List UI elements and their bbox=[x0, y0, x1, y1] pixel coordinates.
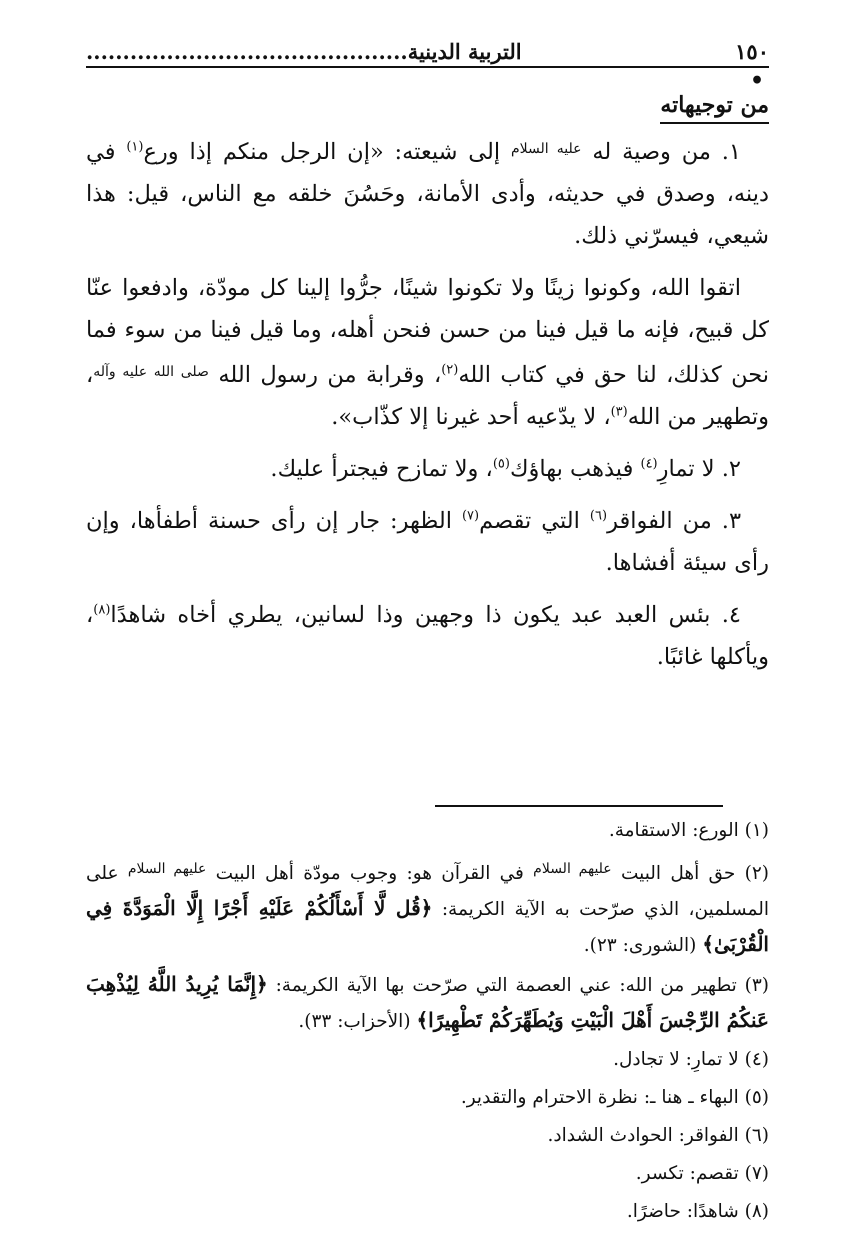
footnote-ref-1[interactable]: (١) bbox=[126, 139, 144, 155]
header-dot: • bbox=[749, 68, 764, 94]
footnote-7: (٧) تقصم: تكسر. bbox=[635, 1163, 769, 1184]
footnote-ref-7[interactable]: (٧) bbox=[461, 508, 480, 524]
quran-verse: ﴿إِنَّمَا يُرِيدُ اللَّهُ لِيُذْهِبَ عَنكُمُ الرِّجْسَ أَهْلَ الْبَيْتِ وَيُطَهِّرَكُمْ تَطْهِيرًا﴾ bbox=[86, 972, 769, 1032]
honorific-mark: عليه السلام bbox=[511, 141, 582, 157]
header-rule bbox=[86, 66, 769, 68]
paragraph-2: اتقوا الله، وكونوا زينًا ولا تكونوا شينًا، جرُّوا إلينا كل مودّة، وادفعوا عنّا كل قبيح، فإنه ما قيل فينا من حسن فنحن أهله، وما قيل فينا من سوء فما نحن كذلك، لنا حق في كتاب الله$^{(٢)}$، وقرابة من رسول الله $^{صلى الله عليه وآله}$، وتطهير من الله$^{(٣)}$، لا يدّعيه أحد غيرنا إلا كذّاب». bbox=[86, 275, 769, 430]
page-number: ١٥٠ bbox=[735, 39, 769, 64]
footnote-ref-3[interactable]: (٣) bbox=[610, 404, 628, 420]
item-4: ٤. بئس العبد عبد يكون ذا وجهين وذا لسانين، يطري أخاه شاهدًا$^{(٨)}$، ويأكلها غائبًا. bbox=[86, 602, 769, 670]
footnote-8: (٨) شاهدًا: حاضرًا. bbox=[626, 1201, 769, 1222]
footnote-ref-5[interactable]: (٥) bbox=[492, 456, 510, 472]
item-2: ٢. لا تمارِ$^{(٤)}$ فيذهب بهاؤك$^{(٥)}$، ولا تمازح فيجترأ عليك. bbox=[270, 456, 741, 482]
footnote-2: (٢) حق أهل البيت $^{عليهم السلام}$ في القرآن هو: وجوب مودّة أهل البيت $^{عليهم السلام}$ على المسلمين، الذي صرّحت به الآية الكريمة: ﴿قُل لَّا أَسْأَلُكُمْ عَلَيْهِ أَجْرًا إِلَّا الْمَوَدَّةَ فِي الْقُرْبَىٰ﴾ (الشورى: ٢٣). bbox=[86, 861, 770, 956]
footnote-ref-4[interactable]: (٤) bbox=[640, 456, 658, 472]
running-header bbox=[86, 30, 769, 64]
quran-verse: ﴿قُل لَّا أَسْأَلُكُمْ عَلَيْهِ أَجْرًا إِلَّا الْمَوَدَّةَ فِي الْقُرْبَىٰ﴾ bbox=[86, 896, 769, 956]
honorific-mark: عليهم السلام bbox=[533, 861, 612, 877]
footnotes bbox=[86, 814, 769, 1233]
leader-dots: ............................................ bbox=[86, 39, 408, 64]
running-title: التربية الدينية............................................ bbox=[86, 39, 522, 64]
paragraph-1: ١. من وصية له $^{عليه السلام}$ إلى شيعته: «إن الرجل منكم إذا ورع$^{(١)}$ في دينه، وصدق في حديثه، وأدى الأمانة، وحَسُنَ خلقه مع الناس، قيل: هذا شيعي، فيسرّني ذلك. bbox=[86, 139, 769, 249]
footnote-4: (٤) لا تمارِ: لا تجادل. bbox=[613, 1049, 769, 1070]
footnote-ref-2[interactable]: (٢) bbox=[441, 362, 459, 378]
item-3: ٣. من الفواقر$^{(٦)}$ التي تقصم$^{(٧)}$ الظهر: جار إن رأى حسنة أطفأها، وإن رأى سيئة أفشاها. bbox=[86, 508, 769, 576]
footnote-separator bbox=[435, 805, 723, 807]
footnote-ref-6[interactable]: (٦) bbox=[589, 508, 608, 524]
footnote-1: (١) الورع: الاستقامة. bbox=[608, 820, 769, 841]
footnote-ref-8[interactable]: (٨) bbox=[93, 602, 111, 618]
footnote-5: (٥) البهاء ـ هنا ـ: نظرة الاحترام والتقدير. bbox=[460, 1087, 769, 1108]
footnote-3: (٣) تطهير من الله: عني العصمة التي صرّحت بها الآية الكريمة: ﴿إِنَّمَا يُرِيدُ اللَّهُ لِيُذْهِبَ عَنكُمُ الرِّجْسَ أَهْلَ الْبَيْتِ وَيُطَهِّرَكُمْ تَطْهِيرًا﴾ (الأحزاب: ٣٣). bbox=[86, 972, 769, 1032]
main-text bbox=[86, 88, 769, 688]
section-title: من توجيهاته bbox=[660, 88, 769, 124]
footnote-6: (٦) الفواقر: الحوادث الشداد. bbox=[547, 1125, 769, 1146]
honorific-mark: صلى الله عليه وآله bbox=[93, 364, 209, 380]
honorific-mark: عليهم السلام bbox=[127, 861, 207, 877]
